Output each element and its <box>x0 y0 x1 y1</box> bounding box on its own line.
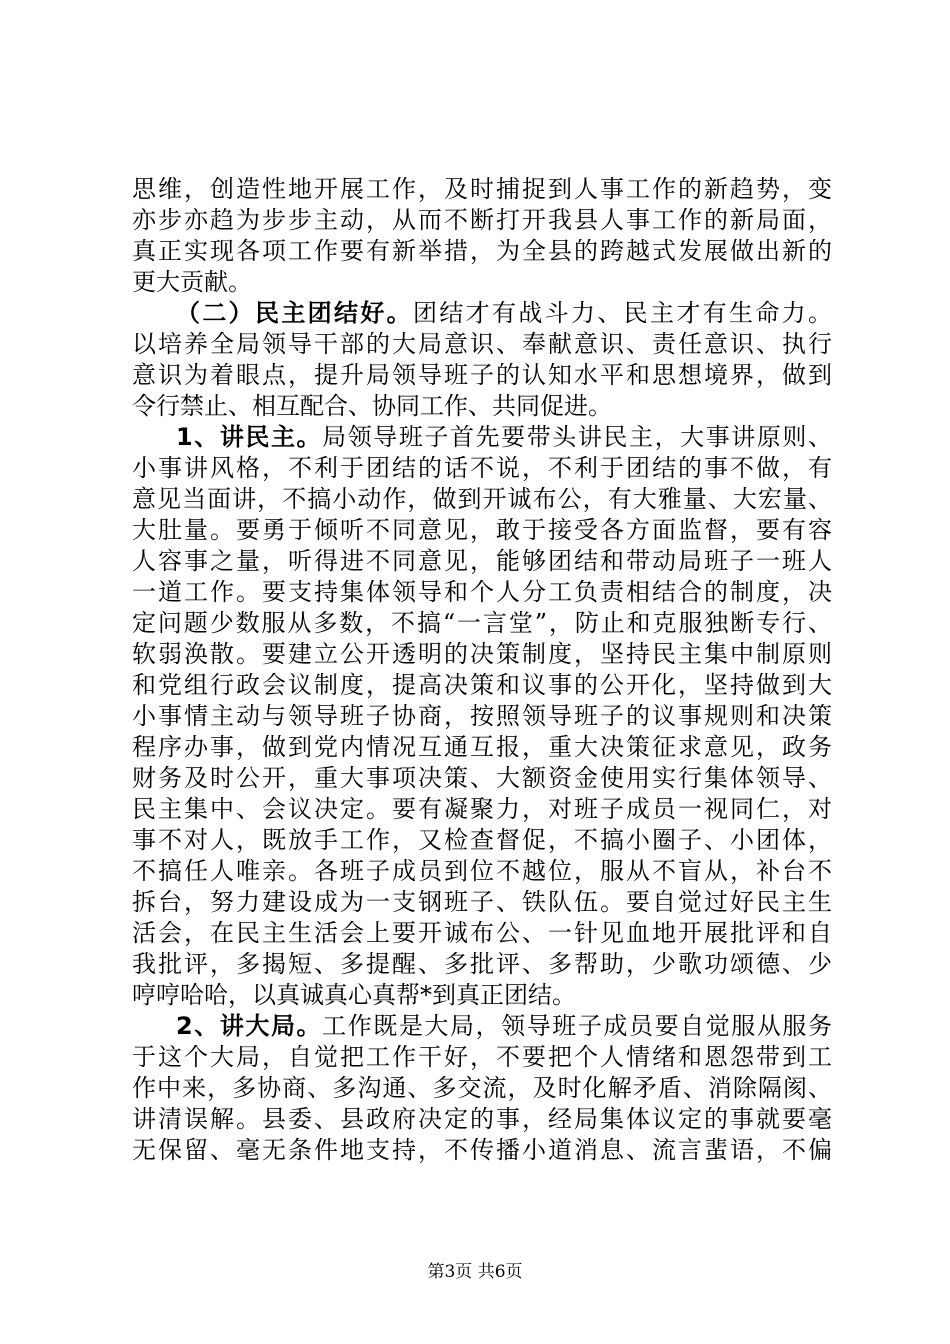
text-line: 更大贡献。 <box>132 268 252 296</box>
text-line: 哼哼哈哈，以真诚真心真帮*到真正团结。 <box>132 981 576 1009</box>
item-heading: 1、讲民主。 <box>176 423 323 451</box>
section-heading-line <box>132 298 832 329</box>
text-line: 小事情主动与领导班子协商，按照领导班子的议事规则和决策 <box>132 702 832 730</box>
page-footer: 第3页 共6页 <box>427 1262 523 1282</box>
item-heading-line <box>132 1011 832 1042</box>
text-line: 事不对人，既放手工作，又检查督促，不搞小圈子、小团体， <box>132 826 832 854</box>
item-heading-rest: 工作既是大局，领导班子成员要自觉服从服务 <box>322 1012 832 1040</box>
text-line: 一道工作。要支持集体领导和个人分工负责相结合的制度，决 <box>132 578 832 606</box>
text-line: 程序办事，做到党内情况互通互报，重大决策征求意见，政务 <box>132 733 832 761</box>
text-line: 小事讲风格，不利于团结的话不说，不利于团结的事不做，有 <box>132 454 832 482</box>
item-heading-rest: 局领导班子首先要带头讲民主，大事讲原则、 <box>322 423 832 451</box>
text-line: 财务及时公开，重大事项决策、大额资金使用实行集体领导、 <box>132 764 832 792</box>
text-line: 我批评，多揭短、多提醒、多批评、多帮助，少歌功颂德、少 <box>132 950 832 978</box>
section-heading-rest: 团结才有战斗力、民主才有生命力。 <box>413 299 832 327</box>
item-heading: 2、讲大局。 <box>176 1012 323 1040</box>
item-heading-line <box>132 422 832 453</box>
text-line: 以培养全局领导干部的大局意识、奉献意识、责任意识、执行 <box>132 330 832 358</box>
text-line: 亦步亦趋为步步主动，从而不断打开我县人事工作的新局面， <box>132 206 832 234</box>
text-line: 作中来，多协商、多沟通、多交流，及时化解矛盾、消除隔阂、 <box>132 1074 832 1102</box>
text-line: 民主集中、会议决定。要有凝聚力，对班子成员一视同仁，对 <box>132 795 832 823</box>
text-line: 无保留、毫无条件地支持，不传播小道消息、流言蜚语，不偏 <box>132 1136 832 1164</box>
text-line: 意识为着眼点，提升局领导班子的认知水平和思想境界，做到 <box>132 361 832 389</box>
text-line: 于这个大局，自觉把工作干好，不要把个人情绪和恩怨带到工 <box>132 1043 832 1071</box>
text-line: 拆台，努力建设成为一支钢班子、铁队伍。要自觉过好民主生 <box>132 888 832 916</box>
text-line: 活会，在民主生活会上要开诚布公、一针见血地开展批评和自 <box>132 919 832 947</box>
text-line: 定问题少数服从多数，不搞“一言堂”，防止和克服独断专行、 <box>132 609 832 637</box>
text-line: 人容事之量，听得进不同意见，能够团结和带动局班子一班人 <box>132 547 832 575</box>
text-line: 令行禁止、相互配合、协同工作、共同促进。 <box>132 392 612 420</box>
text-line: 讲清误解。县委、县政府决定的事，经局集体议定的事就要毫 <box>132 1105 832 1133</box>
section-heading: （二）民主团结好。 <box>176 299 413 327</box>
text-line: 和党组行政会议制度，提高决策和议事的公开化，坚持做到大 <box>132 671 832 699</box>
text-line: 软弱涣散。要建立公开透明的决策制度，坚持民主集中制原则 <box>132 640 832 668</box>
text-line: 大肚量。要勇于倾听不同意见，敢于接受各方面监督，要有容 <box>132 516 832 544</box>
document-body <box>132 174 832 1166</box>
text-line: 不搞任人唯亲。各班子成员到位不越位，服从不盲从，补台不 <box>132 857 832 885</box>
text-line: 意见当面讲，不搞小动作，做到开诚布公，有大雅量、大宏量、 <box>132 485 832 513</box>
text-line: 思维，创造性地开展工作，及时捕捉到人事工作的新趋势，变 <box>132 175 832 203</box>
text-line: 真正实现各项工作要有新举措，为全县的跨越式发展做出新的 <box>132 237 832 265</box>
